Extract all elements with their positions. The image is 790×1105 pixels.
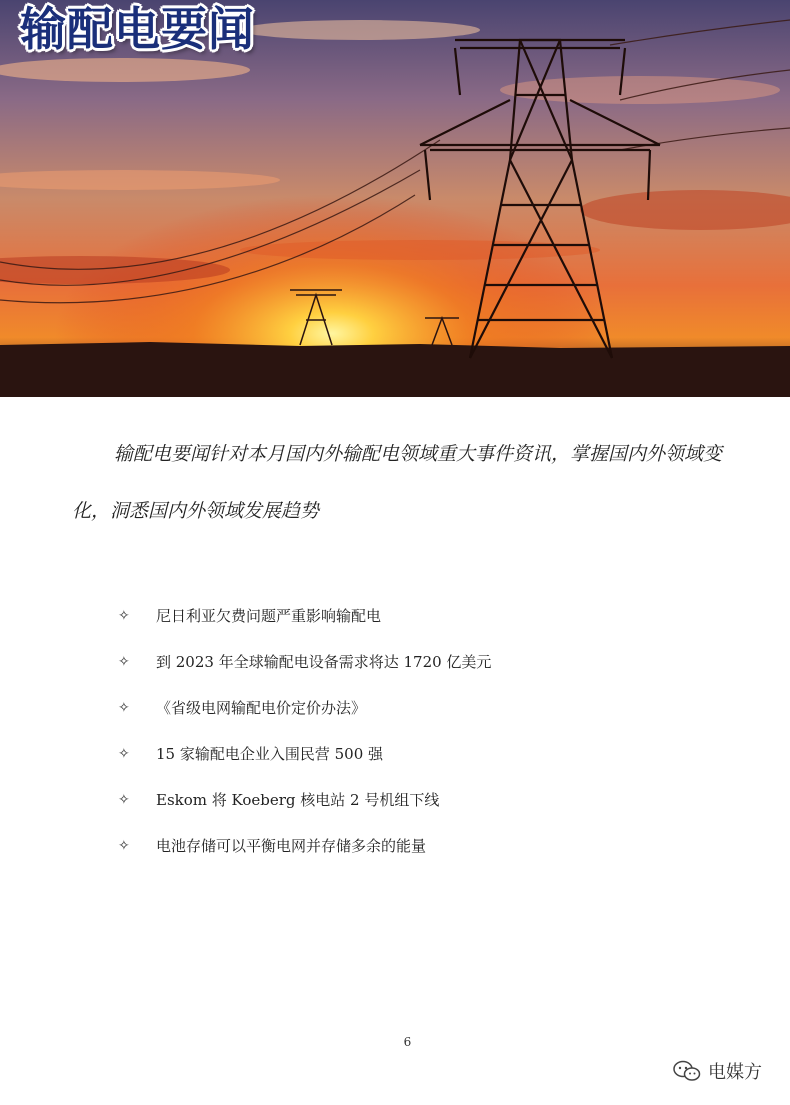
- headline-item: [118, 742, 718, 788]
- diamond-bullet-icon: ✧: [118, 608, 130, 624]
- page-number: 6: [403, 1035, 412, 1049]
- diamond-bullet-icon: ✧: [118, 700, 130, 716]
- headline-list: [118, 604, 718, 880]
- headline-text: 尼日利亚欠费问题严重影响输配电: [156, 607, 382, 625]
- headline-item: [118, 788, 718, 834]
- diamond-bullet-icon: ✧: [118, 746, 130, 762]
- diamond-bullet-icon: ✧: [118, 838, 130, 854]
- headline-item: [118, 834, 718, 880]
- watermark-label: 电媒方: [708, 1062, 762, 1083]
- headline-text: 《省级电网输配电价定价办法》: [156, 699, 367, 717]
- headline-text: Eskom 将 Koeberg 核电站 2 号机组下线: [156, 791, 440, 809]
- watermark: [672, 1056, 762, 1086]
- headline-item: [118, 696, 718, 742]
- intro-paragraph: 输配电要闻针对本月国内外输配电领域重大事件资讯，掌握国内外领域变化，洞悉国内外领域发展趋势: [72, 443, 723, 522]
- diamond-bullet-icon: ✧: [118, 654, 130, 670]
- sunset-transmission-tower-photo: [0, 0, 790, 397]
- headline-item: [118, 604, 718, 650]
- section-title: 输配电要闻: [20, 2, 255, 56]
- hero-banner: [0, 0, 790, 397]
- headline-text: 到 2023 年全球输配电设备需求将达 1720 亿美元: [156, 653, 492, 671]
- headline-text: 15 家输配电企业入围民营 500 强: [156, 745, 384, 763]
- diamond-bullet-icon: ✧: [118, 792, 130, 808]
- wechat-icon: [672, 1059, 702, 1083]
- headline-text: 电池存储可以平衡电网并存储多余的能量: [156, 837, 427, 855]
- headline-item: [118, 650, 718, 696]
